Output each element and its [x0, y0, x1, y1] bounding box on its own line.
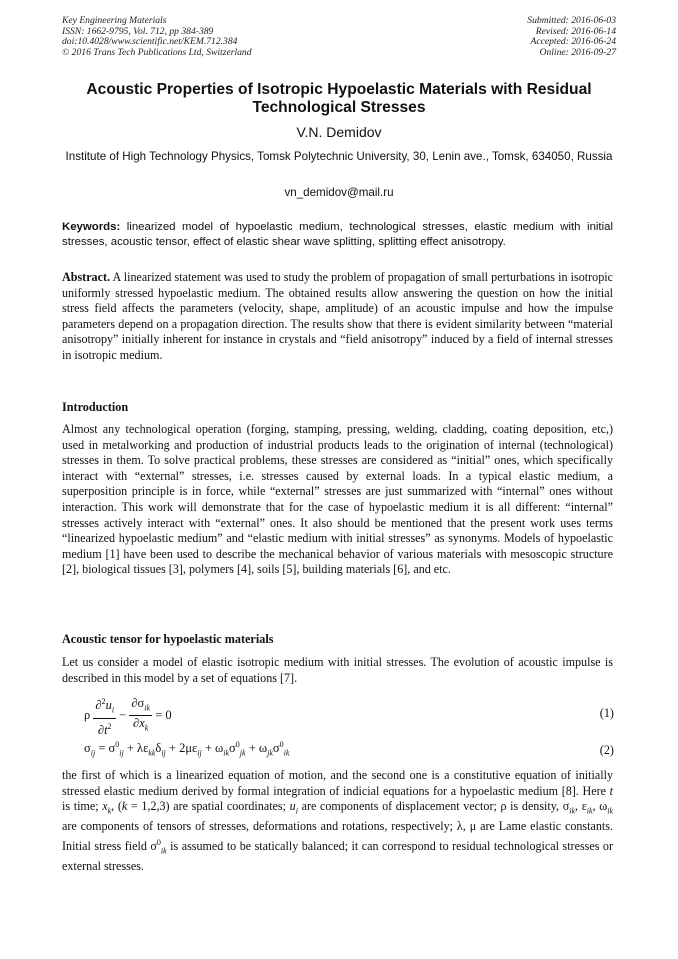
doi: doi:10.4028/www.scientific.net/KEM.712.384 [62, 36, 238, 48]
equation-1 [84, 694, 614, 737]
after-eq-part1: the first of which is a linearized equation of motion, and the second one is a constitutive equation of initially stressed elastic medium derived by formal integration of indicial equations for a hypoelastic medium [8]. Here [62, 768, 613, 798]
intro-heading: Introduction [62, 400, 129, 414]
keywords [62, 220, 613, 250]
equation-1-number: (1) [599, 706, 614, 720]
journal-name: Key Engineering Materials [62, 15, 167, 26]
acoustic-text: Let us consider a model of elastic isotropic medium with initial stresses. The evolution of acoustic impulse is described in this model by a set of equations [7]. [62, 655, 613, 685]
intro-text: Almost any technological operation (forging, stamping, pressing, welding, cladding, coating deposition, etc,) used in metalworking and production of industrial products leads to the origination of internal (technological) stresses in them. To solve practical problems, these stresses are considered as “initial” ones, which specifically interact with “external” stresses, i.e. stresses caused by external loads. In a typical elastic medium, a superposition principle is in force, while “external” stresses are just summarized with “internal” ones without interaction. This work will demonstrate that for the case of hypoelastic medium it is all different: “internal” stresses actively interact with “external” ones. It also should be mentioned that the present work uses terms “linearized hypoelastic medium” and “elastic medium with initial stresses” as synonyms. Models of hypoelastic medium [1] have been used to describe the mechanical behavior of various materials with mesoscopic structure [2], biological tissues [3], polymers [4], soils [5], building materials [6], and etc. [62, 422, 613, 577]
acoustic-heading: Acoustic tensor for hypoelastic materials [62, 632, 274, 646]
equation-1-formula: ρ $\frac{\partial^2u_i}{\partial t^2}$ − $\frac{\partial\sigma_{ik}}{\partial x_k}$ = 0 [84, 695, 172, 737]
abstract [62, 270, 613, 364]
abstract-label: Abstract. [62, 270, 111, 284]
after-eq-part6: is assumed to be statically balanced; it can correspond to residual technological stresses or external stresses. [62, 838, 613, 873]
time-symbol: t [609, 783, 613, 798]
abstract-text: A linearized statement was used to study the problem of propagation of small perturbations in isotropic uniformly stressed hypoelastic medium. The obtained results allow answering the question on how the initial stress field affects the parameters (velocity, shape, amplitude) of an acoustic impulse and how the impulse parameters depend on a propagation direction. The results show that there is evident similarity between “material anisotropy” initially inherent for instance in crystals and “field anisotropy” induced by a field of internal stresses in isotropic medium. [62, 270, 613, 362]
after-eq-part3: are spatial coordinates; [169, 799, 290, 814]
submitted-date: Submitted: 2016-06-03 [527, 15, 616, 26]
keywords-label: Keywords: [62, 221, 121, 233]
issn: ISSN: 1662-9795, Vol. 712, pp 384-389 [62, 25, 214, 37]
email: vn_demidov@mail.ru [284, 186, 394, 199]
after-equation-text: the first of which is a linearized equation of motion, and the second one is a constitutive equation of initially stressed elastic medium derived by formal integration of indicial equations for a hypoelastic medium [8]. Here t is time; $x_k$, (k = 1,2,3) are spatial coordinates; $u_i$ are components of displacement vector; ρ is density, $\sigma_{ik}$, $\varepsilon_{ik}$, $\omega_{ik}$ are components of tensors of stresses, deformations and rotations, respectively; λ, μ are Lame elastic constants. Initial stress field $\sigma^0_{ik}$ is assumed to be statically balanced; it can correspond to residual technological stresses or external stresses. [62, 768, 613, 873]
accepted-date: Accepted: 2016-06-24 [530, 36, 616, 48]
author: V.N. Demidov [296, 124, 382, 140]
copyright: © 2016 Trans Tech Publications Ltd, Switzerland [62, 46, 252, 58]
after-eq-part4: are components of displacement vector; ρ is density, [297, 799, 563, 814]
equation-2 [84, 740, 614, 764]
after-eq-part2: is time; [62, 799, 103, 814]
equation-2-formula: $\sigma_{ij} = \sigma^0_{ij} + \lambda\varepsilon_{kk}\delta_{ij} + 2\mu\varepsilon_{ij} + \omega_{ik}\sigma^0_{jk} + \omega_{jk}\sigma^0_{ik}$ [84, 740, 290, 758]
after-eq-part5: are components of tensors of stresses, deformations and rotations, respectively; λ, μ are Lame elastic constants. Initial stress field [62, 819, 613, 853]
journal-header-right [527, 16, 616, 58]
paper-title: Acoustic Properties of Isotropic Hypoelastic Materials with Residual Technological Stresses [86, 81, 592, 116]
online-date: Online: 2016-09-27 [539, 46, 616, 58]
keywords-text: linearized model of hypoelastic medium, technological stresses, elastic medium with initial stresses, acoustic tensor, effect of elastic shear wave splitting, splitting effect anisotropy. [62, 221, 613, 248]
affiliation: Institute of High Technology Physics, Tomsk Polytechnic University, 30, Lenin ave., Tomsk, 634050, Russia [65, 150, 613, 163]
equation-2-number: (2) [599, 743, 614, 757]
revised-date: Revised: 2016-06-14 [535, 25, 616, 37]
journal-header-left [62, 16, 252, 58]
